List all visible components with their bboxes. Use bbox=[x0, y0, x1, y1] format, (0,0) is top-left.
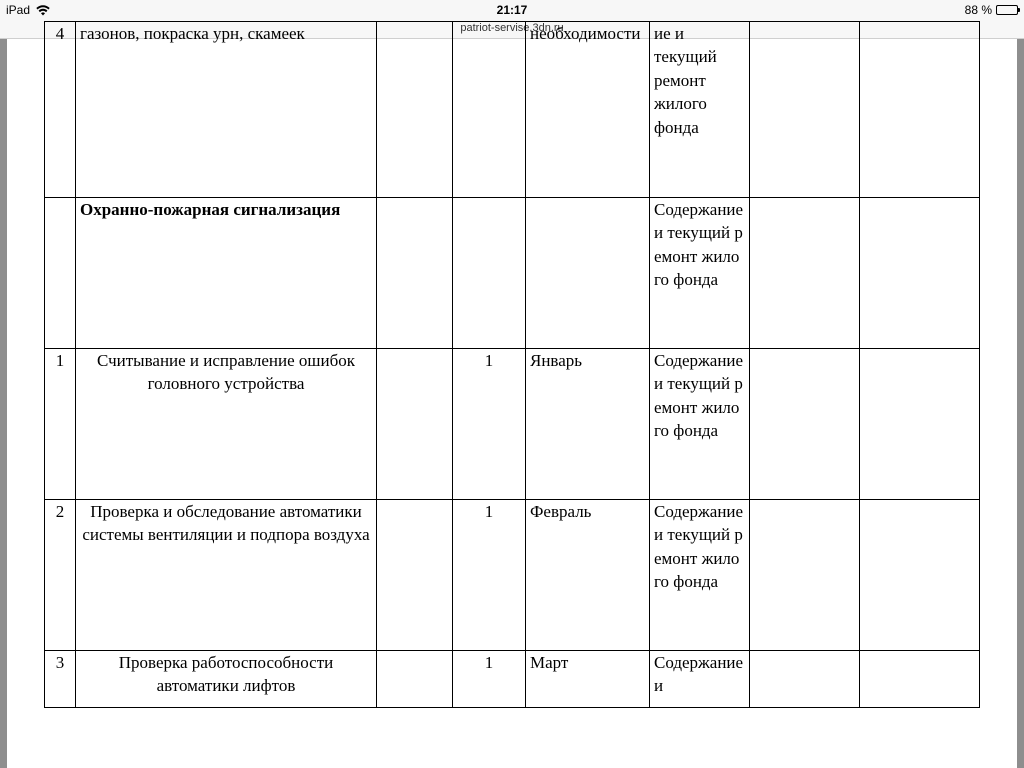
empty-cell bbox=[860, 651, 980, 708]
empty-cell bbox=[860, 198, 980, 349]
table-row bbox=[45, 349, 980, 500]
work-name: Проверка работоспособности автоматики лифтов bbox=[76, 651, 377, 708]
empty-cell bbox=[860, 349, 980, 500]
empty-cell bbox=[377, 651, 453, 708]
table-row bbox=[45, 22, 980, 198]
battery-icon bbox=[996, 5, 1018, 15]
empty-cell bbox=[750, 198, 860, 349]
work-name: Считывание и исправление ошибок головного устройства bbox=[76, 349, 377, 500]
table-row bbox=[45, 198, 980, 349]
quantity bbox=[453, 22, 526, 198]
period bbox=[526, 198, 650, 349]
quantity bbox=[453, 198, 526, 349]
funding-source: Содержание и bbox=[650, 651, 750, 708]
quantity: 1 bbox=[453, 349, 526, 500]
work-plan-table bbox=[44, 21, 980, 708]
empty-cell bbox=[750, 22, 860, 198]
empty-cell bbox=[377, 22, 453, 198]
status-right bbox=[965, 3, 1018, 17]
empty-cell bbox=[750, 651, 860, 708]
period: Март bbox=[526, 651, 650, 708]
section-title: Охранно-пожарная сигнализация bbox=[76, 198, 377, 349]
empty-cell bbox=[377, 198, 453, 349]
quantity: 1 bbox=[453, 500, 526, 651]
row-number: 1 bbox=[45, 349, 76, 500]
work-name: газонов, покраска урн, скамеек bbox=[76, 22, 377, 198]
empty-cell bbox=[377, 500, 453, 651]
url-text[interactable]: patriot-servise.3dn.ru bbox=[460, 22, 564, 34]
status-bar bbox=[0, 0, 1024, 20]
empty-cell bbox=[860, 500, 980, 651]
period: Февраль bbox=[526, 500, 650, 651]
row-number bbox=[45, 198, 76, 349]
funding-source: Содержание и текущий ремонт жилого фонда bbox=[650, 500, 750, 651]
period: Январь bbox=[526, 349, 650, 500]
empty-cell bbox=[750, 500, 860, 651]
table-row bbox=[45, 651, 980, 708]
table-row bbox=[45, 500, 980, 651]
battery-percent: 88 % bbox=[964, 3, 992, 17]
empty-cell bbox=[377, 349, 453, 500]
period: необходимости bbox=[526, 22, 650, 198]
empty-cell bbox=[860, 22, 980, 198]
clock: 21:17 bbox=[496, 3, 528, 17]
row-number: 4 bbox=[45, 22, 76, 198]
empty-cell bbox=[750, 349, 860, 500]
row-number: 2 bbox=[45, 500, 76, 651]
funding-source: Содержание и текущий ремонт жилого фонда bbox=[650, 349, 750, 500]
row-number: 3 bbox=[45, 651, 76, 708]
funding-source: ие и текущий ремонт жилого фонда bbox=[650, 22, 750, 198]
funding-source: Содержание и текущий ремонт жилого фонда bbox=[650, 198, 750, 349]
work-name: Проверка и обследование автоматики системы вентиляции и подпора воздуха bbox=[76, 500, 377, 651]
device-name: iPad bbox=[6, 3, 31, 17]
quantity: 1 bbox=[453, 651, 526, 708]
